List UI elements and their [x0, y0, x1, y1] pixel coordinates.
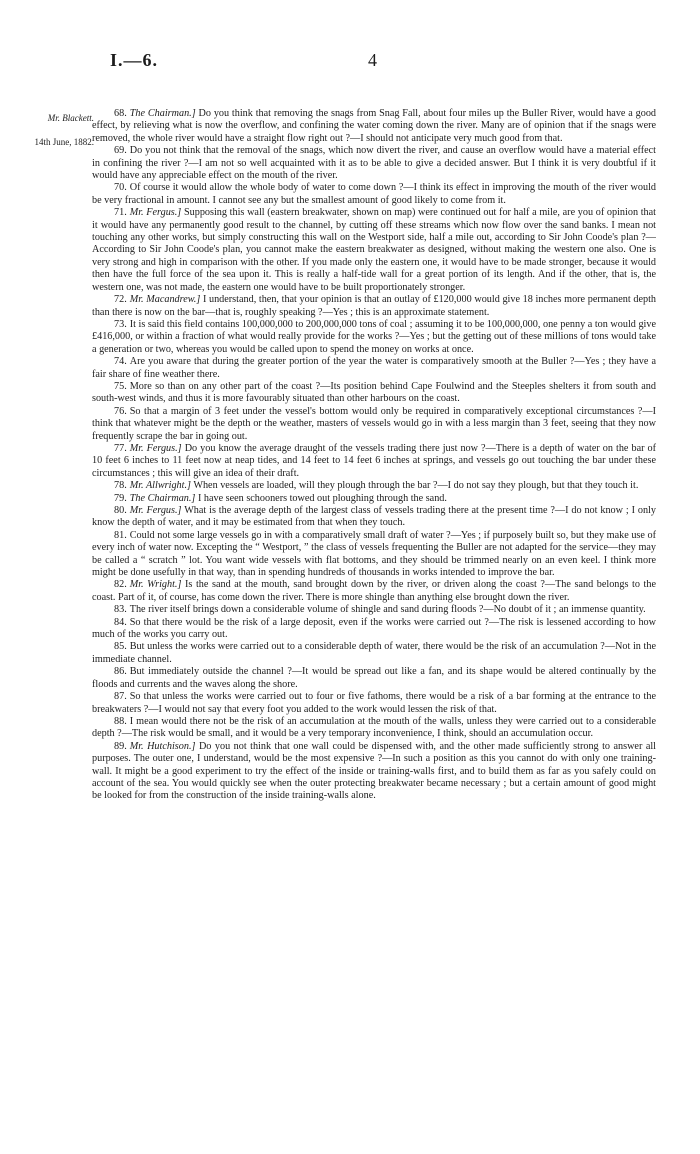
question-answer-text: Of course it would allow the whole body of water to come down ?—I think its effect in improving the mouth of the river would be very fractional in amount. I cannot see any but the smallest amount of good likely to come from it. — [92, 182, 656, 206]
speaker-name: The Chairman.] — [129, 492, 196, 504]
evidence-paragraph — [92, 356, 656, 381]
evidence-paragraph — [92, 145, 656, 182]
speaker-name: Mr. Fergus.] — [129, 442, 182, 454]
question-number: 76. — [114, 405, 127, 417]
evidence-paragraph — [92, 381, 656, 406]
evidence-paragraph — [92, 716, 656, 741]
evidence-body — [92, 108, 656, 803]
question-number: 80. — [114, 505, 127, 516]
question-number: 84. — [114, 616, 127, 628]
speaker-name: Mr. Fergus.] — [129, 505, 182, 516]
speaker-name: The Chairman.] — [129, 108, 196, 119]
question-answer-text: I have seen schooners towed out ploughing through the sand. — [197, 492, 447, 504]
question-answer-text: What is the average depth of the largest class of vessels trading there at the present time ?—I do not know ; I only know the depth of water, and it may be estimated from that when they touch. — [92, 505, 656, 529]
evidence-paragraph — [92, 691, 656, 716]
question-number: 82. — [114, 579, 127, 591]
question-answer-text: Are you aware that during the greater portion of the year the water is comparatively smooth at the Buller ?—Yes ; they have a fair share of fine weather there. — [92, 356, 656, 380]
speaker-name: Mr. Hutchison.] — [129, 740, 196, 752]
evidence-paragraph — [92, 530, 656, 580]
question-number: 86. — [114, 666, 127, 678]
question-number: 88. — [114, 715, 127, 727]
evidence-paragraph — [92, 406, 656, 443]
page-header — [0, 50, 700, 74]
question-number: 77. — [114, 442, 127, 454]
question-answer-text: So that a margin of 3 feet under the vessel's bottom would only be required in comparatively exceptional circumstances ?—I think that whatever might be the depth or the weather, masters of vessels would go in with a less margin than 3 feet, seeing that they now frequently scrape the bar in going out. — [92, 405, 656, 442]
question-number: 68. — [114, 108, 127, 119]
question-answer-text: But unless the works were carried out to a considerable depth of water, there would be the risk of an accumulation ?—Not in the immediate channel. — [92, 641, 656, 665]
evidence-paragraph — [92, 641, 656, 666]
evidence-paragraph — [92, 741, 656, 803]
evidence-paragraph — [92, 493, 656, 505]
question-answer-text: So that there would be the risk of a large deposit, even if the works were carried out ?—The risk is lessened according to how much of the works you carry out. — [92, 616, 656, 641]
question-number: 69. — [114, 145, 127, 157]
evidence-paragraph — [92, 443, 656, 480]
evidence-paragraph — [92, 579, 656, 604]
question-answer-text: More so than on any other part of the coast ?—Its position behind Cape Foulwind and the Steeples shelters it from south and south-west winds, and thus it is more favourably situated than other harbours on the coast. — [92, 380, 656, 405]
question-answer-text: Supposing this wall (eastern breakwater, shown on map) were continued out for half a mile, are you of opinion that it would have any permanently good result to the channel, by cutting off these streams which now flow over the sand banks. I mean not touching any other works, but simply constructing this wall on the Westport side, half a mile out, according to Sir John Coode's plan ?—According to Sir John Coode's plan, you cannot make the eastern breakwater as designed, without making the western one also. One is very strong and high in comparison with the other. If you made only the eastern one, it would have to be made stronger, because it would then have the full force of the sea upon it. This is really a half-tide wall for a great portion of its length. And if the other, that is, the western one, was not made, the eastern one would have to be built proportionately stronger. — [92, 207, 656, 293]
question-number: 70. — [114, 182, 127, 194]
question-answer-text: I understand, then, that your opinion is that an outlay of £120,000 would give 18 inches more permanent depth than there is now on the bar—that is, roughly speaking ?—Yes ; this is an approximate statement. — [92, 294, 656, 318]
question-answer-text: The river itself brings down a considerable volume of shingle and sand during floods ?—No doubt of it ; an immense quantity. — [129, 604, 646, 616]
question-number: 74. — [114, 356, 127, 368]
evidence-paragraph — [92, 604, 656, 616]
speaker-name: Mr. Fergus.] — [129, 207, 182, 219]
question-answer-text: Could not some large vessels go in with a comparatively small draft of water ?—Yes ; if purposely built so, but they make use of every inch of water now. Excepting the “ Westport, ” the class of vessels frequenting the Buller are not adapted for the service—they may be called a “ scratch ” lot. You want wide vessels with flat bottoms, and they should be trimmed nearly on an even keel. I think more might be done usefully in that way, than in spending hundreds of thousands in works intended to improve the bar. — [92, 529, 656, 579]
question-answer-text: Is the sand at the mouth, sand brought down by the river, or driven along the coast ?—The sand belongs to the coast. Part of it, of course, has come down the river. There is more shingle than anything else brought down the river. — [92, 579, 656, 603]
evidence-paragraph — [92, 108, 656, 145]
question-number: 73. — [114, 318, 127, 330]
question-answer-text: So that unless the works were carried out to four or five fathoms, there would be a risk of a bar forming at the entrance to the breakwaters ?—I would not say that every foot you added to the work would lessen the risk of that. — [92, 691, 656, 715]
document-reference: I.—6. — [110, 50, 159, 70]
question-answer-text: Do you not think that one wall could be dispensed with, and the other made sufficiently strong to answer all purposes. The outer one, I understand, would be the most expensive ?—In such a position as this you cannot do with only one training-wall. It might be a good experiment to try the effect of the inside or training-walls first, and to build them as far as you safely could on account of the sea. You would quickly see when the outer protecting breakwater became necessary ; but a certain amount of good might be looked for from the construction of the inside training-walls alone. — [92, 740, 657, 802]
page-number: 4 — [368, 50, 377, 70]
evidence-paragraph — [92, 207, 656, 294]
question-answer-text: It is said this field contains 100,000,000 to 200,000,000 tons of coal ; assuming it to be 100,000,000, one penny a ton would give £416,000, or within a fraction of what would really provide for the works ?—Yes ; but the getting out of these millions of tons would take a generation or two, whereas you would be called upon to spend the money on works at once. — [92, 318, 656, 355]
question-answer-text: But immediately outside the channel ?—It would be spread out like a fan, and its shape would be altered continually by the floods and currents and the waves along the shore. — [92, 666, 656, 690]
evidence-paragraph — [92, 666, 656, 691]
question-answer-text: Do you not think that the removal of the snags, which now divert the river, and cause an overflow would have a material effect in confining the river ?—I am not so well acquainted with it as to be able to give a decided answer. But I think it is very doubtful if it would have any appreciable effect on the mouth of the river. — [92, 145, 656, 182]
question-number: 89. — [114, 740, 127, 752]
question-number: 78. — [114, 480, 127, 492]
speaker-name: Mr. Macandrew.] — [129, 294, 201, 306]
question-answer-text: When vessels are loaded, will they plough through the bar ?—I do not say they plough, but that they touch it. — [193, 480, 639, 492]
question-number: 71. — [114, 207, 127, 219]
question-number: 87. — [114, 691, 127, 703]
evidence-paragraph — [92, 294, 656, 319]
margin-note — [14, 110, 94, 150]
witness-name: Mr. Blackett. — [47, 113, 94, 123]
evidence-paragraph — [92, 182, 656, 207]
question-answer-text: I mean would there not be the risk of an accumulation at the mouth of the walls, unless they were carried out to a considerable depth ?—The risk would be small, and it would be a very temporary inconvenience, I think, should an accumulation occur. — [92, 715, 656, 740]
question-answer-text: Do you know the average draught of the vessels trading there just now ?—There is a depth of water on the bar of 10 feet 6 inches to 11 feet now at neap tides, and 14 feet to 14 feet 6 inches at springs, and vessels go out touching the bar under these circumstances ; this will give an idea of their draft. — [92, 442, 657, 479]
evidence-paragraph — [92, 319, 656, 356]
evidence-paragraph — [92, 505, 656, 530]
question-number: 85. — [114, 641, 127, 653]
question-number: 72. — [114, 294, 127, 306]
speaker-name: Mr. Wright.] — [129, 579, 182, 591]
question-number: 79. — [114, 492, 127, 504]
evidence-paragraph — [92, 480, 656, 492]
question-answer-text: Do you think that removing the snags from Snag Fall, about four miles up the Buller River, would have a good effect, by relieving what is now the overflow, and confining the water coming down the river. Many are of opinion that if the snags were removed, the whole river would have a straight flow right out ?—I should not anticipate very much good from that. — [92, 108, 657, 144]
evidence-paragraph — [92, 617, 656, 642]
question-number: 81. — [114, 529, 127, 541]
question-number: 75. — [114, 380, 127, 392]
speaker-name: Mr. Allwright.] — [129, 480, 191, 492]
testimony-date: 14th June, 1882. — [34, 137, 94, 147]
question-number: 83. — [114, 604, 127, 616]
